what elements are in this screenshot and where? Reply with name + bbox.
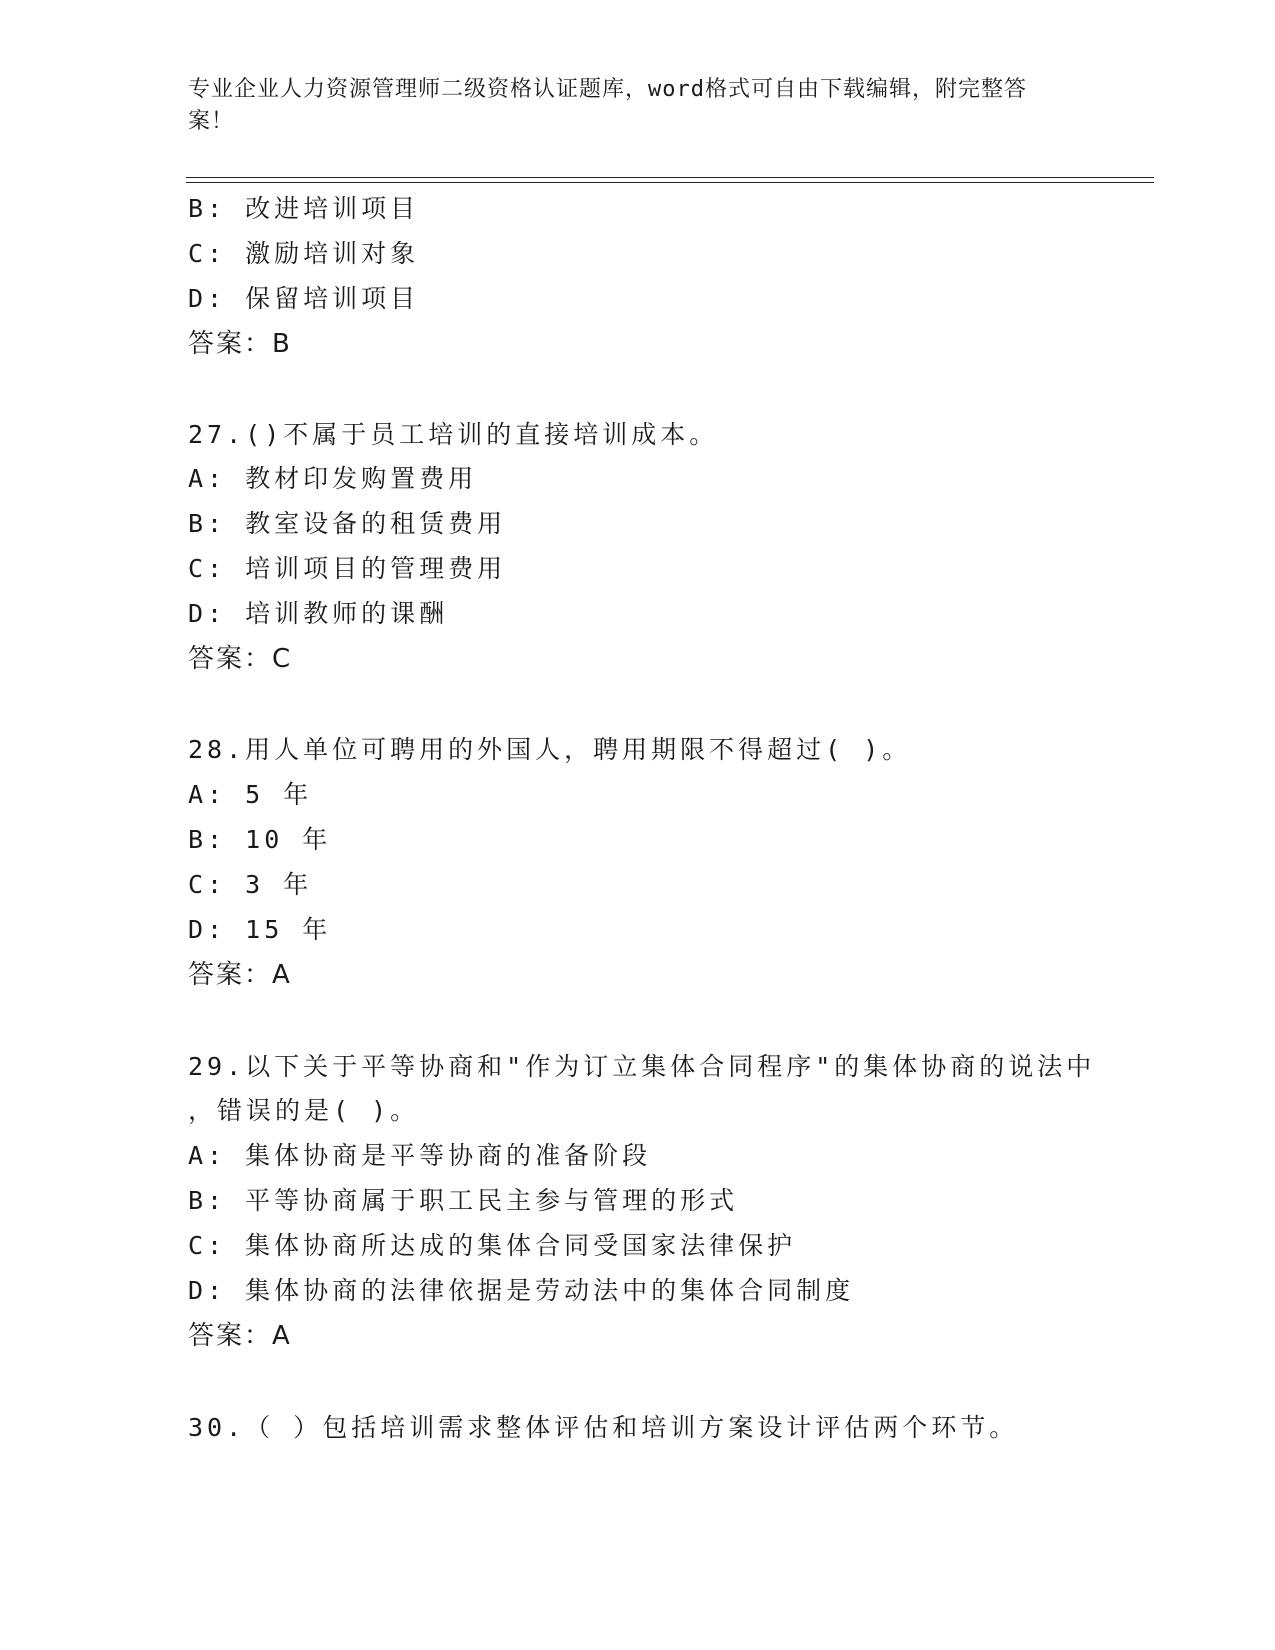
option-b: B: 教室设备的租赁费用	[188, 509, 507, 538]
answer: 答案：C	[188, 644, 293, 674]
option-a: A: 教材印发购置费用	[188, 464, 478, 493]
option-a: A: 5 年	[188, 780, 313, 809]
option-d: D: 15 年	[188, 915, 332, 944]
option-a: A: 集体协商是平等协商的准备阶段	[188, 1141, 652, 1170]
option-c: C: 培训项目的管理费用	[188, 554, 507, 583]
question-stem: 29.以下关于平等协商和"作为订立集体合同程序"的集体协商的说法中	[188, 1052, 1096, 1081]
document-header: 专业企业人力资源管理师二级资格认证题库，word格式可自由下载编辑，附完整答案！	[188, 77, 1027, 134]
question-stem: 28.用人单位可聘用的外国人，聘用期限不得超过( )。	[188, 735, 912, 764]
answer: 答案：A	[188, 960, 292, 990]
question-stem-continued: ，错误的是( )。	[188, 1096, 420, 1125]
option-d: D: 保留培训项目	[188, 284, 420, 313]
answer: 答案：A	[188, 1321, 292, 1351]
question-stem: 30.（ ）包括培训需求整体评估和培训方案设计评估两个环节。	[188, 1413, 1019, 1442]
option-b: B: 10 年	[188, 825, 332, 854]
option-c: C: 3 年	[188, 870, 313, 899]
option-c: C: 激励培训对象	[188, 239, 420, 268]
header-divider-bottom	[186, 182, 1154, 183]
option-b: B: 平等协商属于职工民主参与管理的形式	[188, 1186, 739, 1215]
option-d: D: 培训教师的课酬	[188, 599, 449, 628]
header-divider-top	[186, 177, 1154, 178]
question-stem: 27.()不属于员工培训的直接培训成本。	[188, 420, 719, 449]
option-c: C: 集体协商所达成的集体合同受国家法律保护	[188, 1231, 797, 1260]
option-b: B: 改进培训项目	[188, 194, 420, 223]
answer: 答案：B	[188, 329, 292, 359]
option-d: D: 集体协商的法律依据是劳动法中的集体合同制度	[188, 1276, 855, 1305]
